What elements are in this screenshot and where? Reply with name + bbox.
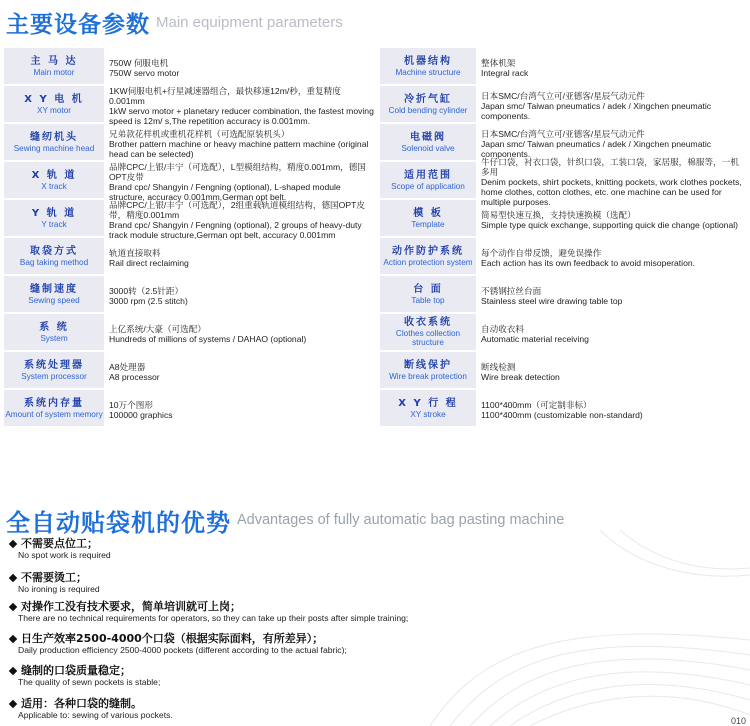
param-label-en: Template: [411, 219, 445, 229]
param-label-en: Machine structure: [395, 67, 461, 77]
param-label-zh: X Y 电 机: [24, 93, 84, 105]
param-value: 每个动作自带反馈，避免误操作 Each action has its own feedback to avoid misoperation.: [481, 247, 696, 268]
advantage-zh: [8, 697, 428, 710]
param-cell: [4, 162, 376, 200]
param-value: 日本SMC/台湾气立可/亚德客/星辰气动元件 Japan smc/ Taiwan pneumatics / adek / Xingchen pneumatic components.: [481, 90, 712, 121]
advantage-zh-text: 对操作工没有技术要求，简单培训就可上岗；: [21, 600, 241, 613]
param-label: [380, 48, 476, 86]
page-number: 010: [730, 716, 746, 726]
param-label-en: Solenoid valve: [401, 143, 455, 153]
param-label: [380, 276, 476, 314]
param-cell: [4, 86, 376, 124]
param-label-zh: X Y 行 程: [398, 397, 458, 409]
param-label: [4, 86, 104, 124]
advantage-zh: [8, 664, 428, 677]
param-label-zh: 系 统: [39, 321, 69, 333]
param-label: [4, 162, 104, 200]
param-cell: [4, 314, 376, 352]
param-label: [4, 276, 104, 314]
param-label-zh: 取袋方式: [30, 245, 78, 257]
advantage-item: [8, 571, 428, 594]
diamond-bullet-icon: [9, 539, 17, 547]
param-label: [380, 238, 476, 276]
param-value: 1100*400mm（可定制非标） 1100*400mm (customizable non-standard): [481, 399, 643, 420]
param-cell: [376, 352, 746, 390]
section-title-en: Main equipment parameters: [156, 13, 343, 31]
param-label-en: Y track: [41, 219, 67, 229]
param-label: [4, 390, 104, 428]
param-label: [4, 314, 104, 352]
advantage-item: [8, 697, 428, 720]
param-label-zh: Y 轨 道: [31, 207, 77, 219]
advantage-en: The quality of sewn pockets is stable;: [18, 677, 161, 687]
param-label-en: XY motor: [37, 105, 71, 115]
param-label-en: System processor: [21, 371, 87, 381]
advantage-zh-text: 缝制的口袋质量稳定；: [21, 664, 131, 677]
advantage-zh: [8, 571, 428, 584]
param-value: 品牌CPC/上银/丰宁（可选配），L型模组结构，精度0.001mm，德国OPT皮带 Brand cpc/ Shangyin / Fengning (optional), L-shaped module structure, accuracy 0.001mm,German opt belt.: [109, 161, 366, 202]
param-label: [380, 162, 476, 200]
param-cell: [4, 390, 376, 428]
param-value: 简易型快速互换，支持快速换模（选配） Simple type quick exchange, supporting quick die change (optional): [481, 209, 739, 230]
diamond-bullet-icon: [9, 602, 17, 610]
param-label: [380, 124, 476, 162]
advantage-zh: [8, 632, 428, 645]
section-title-zh: 主要设备参数: [6, 11, 150, 38]
param-cell: [4, 238, 376, 276]
param-cell: [4, 200, 376, 238]
advantage-zh-text: 适用：各种口袋的缝制。: [21, 697, 142, 710]
param-label-en: Wire break protection: [389, 371, 467, 381]
advantage-item: [8, 632, 428, 655]
param-value: 1KW伺服电机+行星减速器组合，最快移速12m/秒，重复精度0.001mm 1kW servo motor + planetary reducer combination, the fastest moving speed is 12m/ s,The repetition accuracy is 0.001mm.: [109, 85, 374, 126]
param-label-zh: 电磁阀: [410, 131, 446, 143]
param-label: [4, 238, 104, 276]
param-label: [4, 124, 104, 162]
section-title-zh: 全自动贴袋机的优势: [6, 508, 231, 537]
param-cell: [376, 276, 746, 314]
param-label-zh: 适用范围: [404, 169, 452, 181]
advantage-zh-text: 不需要烫工；: [21, 571, 87, 584]
param-label: [380, 314, 476, 352]
param-value: A8处理器 A8 processor: [109, 361, 160, 382]
param-cell: [376, 314, 746, 352]
advantage-zh-text: 日生产效率2500-4000个口袋（根据实际面料，有所差异）；: [21, 632, 324, 645]
param-value: 整体机架 Integral rack: [481, 57, 529, 78]
param-value: 断线检测 Wire break detection: [481, 361, 560, 382]
advantage-zh: [8, 537, 428, 550]
advantage-en: Applicable to: sewing of various pockets.: [18, 710, 173, 720]
param-label-en: Action protection system: [383, 257, 473, 267]
advantage-en: No spot work is required: [18, 550, 111, 560]
param-cell: [4, 276, 376, 314]
param-cell: [376, 238, 746, 276]
diamond-bullet-icon: [9, 699, 17, 707]
advantage-item: [8, 537, 428, 560]
param-cell: [4, 352, 376, 390]
param-label-zh: 缝制速度: [30, 283, 78, 295]
param-label-en: XY stroke: [410, 409, 446, 419]
param-cell: [376, 156, 746, 207]
param-value: 自动收衣料 Automatic material receiving: [481, 323, 589, 344]
param-label-en: Clothes collection structure: [395, 329, 461, 347]
param-label-zh: 收衣系统: [404, 317, 452, 328]
param-label-en: Main motor: [33, 67, 75, 77]
param-label-en: System: [40, 333, 68, 343]
diamond-bullet-icon: [9, 573, 17, 581]
param-value: 上亿系统/大豪（可选配） Hundreds of millions of systems / DAHAO (optional): [109, 323, 307, 344]
param-cell: [376, 86, 746, 124]
param-label-zh: 冷折气缸: [404, 93, 452, 105]
param-label-zh: 缝纫机头: [30, 131, 78, 143]
advantage-item: [8, 600, 428, 623]
param-label-zh: 动作防护系统: [392, 245, 464, 257]
param-label-en: Sewing speed: [28, 295, 80, 305]
param-value: 3000转（2.5针距） 3000 rpm (2.5 stitch): [109, 285, 188, 306]
param-label: [380, 352, 476, 390]
advantage-en: Daily production efficiency 2500-4000 pockets (different according to the actual fabric);: [18, 645, 347, 655]
param-label-en: Scope of application: [391, 181, 465, 191]
advantage-item: [8, 664, 428, 687]
param-cell: [376, 390, 746, 428]
param-cell: [4, 124, 376, 162]
param-label-zh: 主 马 达: [30, 55, 78, 67]
param-label: [380, 86, 476, 124]
param-label-zh: X 轨 道: [31, 169, 77, 181]
advantage-zh: [8, 600, 428, 613]
param-value: 10万个图形 100000 graphics: [109, 399, 173, 420]
param-value: 兄弟款花样机或重机花样机（可选配原装机头） Brother pattern machine or heavy machine pattern machine (original head can be selected): [109, 128, 369, 159]
param-cell: [4, 48, 376, 86]
param-label-en: Sewing machine head: [13, 143, 95, 153]
section-title-en: Advantages of fully automatic bag pasting machine: [237, 512, 565, 528]
diamond-bullet-icon: [9, 634, 17, 642]
param-value: 日本SMC/台湾气立可/亚德客/星辰气动元件 Japan smc/ Taiwan pneumatics / adek / Xingchen pneumatic components.: [481, 128, 712, 159]
param-label-en: Bag taking method: [19, 257, 89, 267]
param-label: [4, 48, 104, 86]
param-label: [380, 390, 476, 428]
param-label-zh: 系统内存量: [24, 397, 84, 409]
param-value: 750W 伺服电机 750W servo motor: [109, 57, 180, 78]
param-value: 品牌CPC/上银/丰宁（可选配），2组重载轨道模组结构，德国OPT皮带，精度0.001mm Brand cpc/ Shangyin / Fengning (optional), 2 groups of heavy-duty track module structure,German opt belt, accuracy 0.001mm: [109, 199, 365, 240]
param-label-zh: 断线保护: [404, 359, 452, 371]
param-label-en: Amount of system memory: [5, 409, 103, 419]
advantage-en: There are no technical requirements for operators, so they can take up their posts after simple training;: [18, 613, 409, 623]
param-value: 不锈钢拉丝台面 Stainless steel wire drawing table top: [481, 285, 623, 306]
section-title-main-parameters: [6, 2, 343, 42]
param-value: 轨道直接取料 Rail direct reclaiming: [109, 247, 189, 268]
param-label-zh: 系统处理器: [24, 359, 84, 371]
param-label-zh: 台 面: [413, 283, 443, 295]
param-label: [380, 200, 476, 238]
parameters-table: [4, 48, 746, 428]
param-value: 牛仔口袋，衬衣口袋，针织口袋，工装口袋，家居服，棉服等，一机多用 Denim pockets, shirt pockets, knitting pockets, work clothes pockets, home clothes, cotton clothes, etc. one machine can be used for multiple purposes.: [481, 156, 742, 207]
param-label-zh: 模 板: [413, 207, 443, 219]
param-cell: [376, 200, 746, 238]
param-label: [4, 200, 104, 238]
param-label-zh: 机器结构: [404, 55, 452, 67]
advantage-zh-text: 不需要点位工；: [21, 537, 98, 550]
param-label-en: Table top: [411, 295, 445, 305]
param-cell: [376, 48, 746, 86]
param-label-en: X track: [41, 181, 67, 191]
param-label: [4, 352, 104, 390]
diamond-bullet-icon: [9, 666, 17, 674]
section-title-advantages: [6, 500, 564, 540]
param-label-en: Cold bending cylinder: [388, 105, 468, 115]
advantage-en: No ironing is required: [18, 584, 100, 594]
